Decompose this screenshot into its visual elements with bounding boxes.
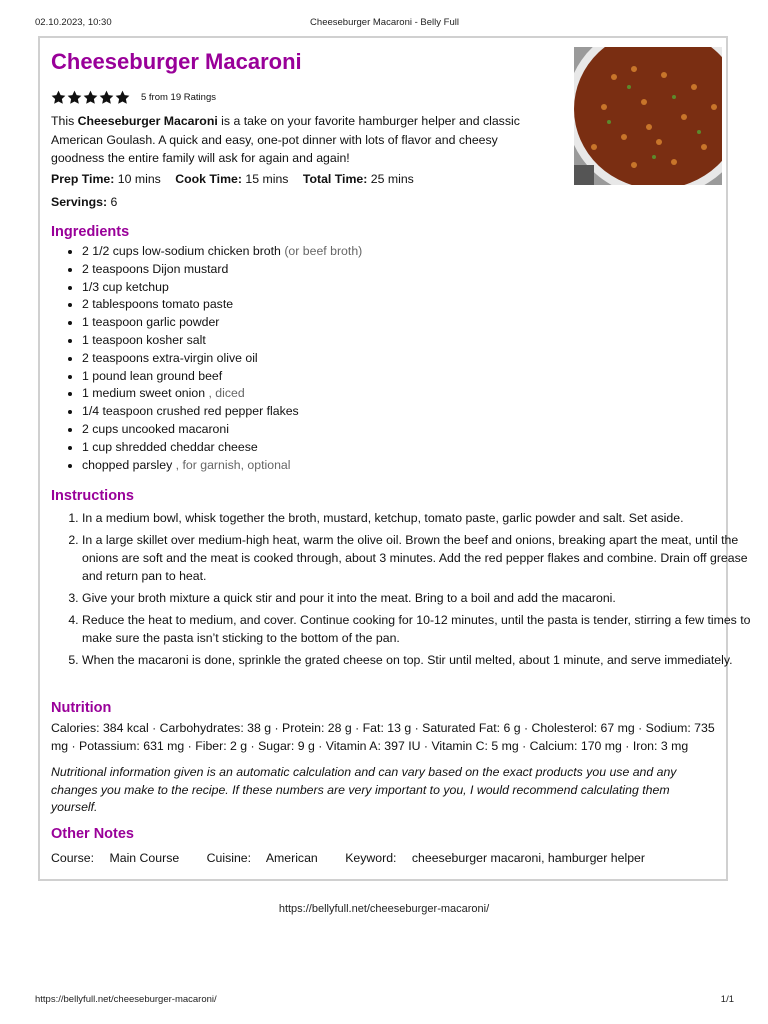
ingredient-item <box>82 439 362 457</box>
ingredient-item <box>82 332 362 350</box>
summary-text: This <box>51 114 78 128</box>
recipe-title: Cheeseburger Macaroni <box>51 49 302 74</box>
ingredient-text: 1 cup shredded cheddar cheese <box>82 439 258 454</box>
print-page-title: Cheeseburger Macaroni - Belly Full <box>310 17 459 28</box>
ingredient-item <box>82 279 362 297</box>
ingredients-heading: Ingredients <box>51 224 130 240</box>
ingredient-text: 1 medium sweet onion <box>82 386 209 401</box>
rating-text: 5 from 19 Ratings <box>141 92 216 103</box>
print-datetime: 02.10.2023, 10:30 <box>35 17 112 28</box>
cuisine-note <box>207 851 330 865</box>
ingredient-text: 1/3 cup ketchup <box>82 279 169 294</box>
nutrition-disclaimer: Nutritional information given is an automatic calculation and can vary based on the exact products you use and any changes you make to the recipe. If these numbers are very important to you, I would recommend calculating them yourself. <box>51 765 677 814</box>
instruction-step: 3. Give your broth mixture a quick stir and pour it into the meat. Bring to a boil and add the macaroni. <box>82 589 752 607</box>
star-icon <box>51 90 66 105</box>
star-icon <box>99 90 114 105</box>
ingredient-item <box>82 350 362 368</box>
instructions-heading: Instructions <box>51 488 134 504</box>
ingredient-item <box>82 403 362 421</box>
course-value: Main Course <box>109 851 180 865</box>
ingredient-text: 1 teaspoon garlic powder <box>82 315 220 330</box>
ingredient-item <box>82 457 362 475</box>
other-notes-heading: Other Notes <box>51 826 134 842</box>
star-icon <box>83 90 98 105</box>
prep-time-value: 10 mins <box>117 172 161 186</box>
ingredient-text: chopped parsley <box>82 457 176 472</box>
cuisine-label: Cuisine: <box>206 851 252 865</box>
ingredient-text: 2 cups uncooked macaroni <box>82 421 229 436</box>
course-label: Course: <box>51 851 95 865</box>
summary-text: is a take on your favorite hamburger helper and classic American Goulash. A quick and easy, one-pot dinner with lots of flavor and cheesy goodness the entire family will ask for again and again! <box>51 114 520 165</box>
ingredient-item <box>82 314 362 332</box>
source-link[interactable]: https://bellyfull.net/cheeseburger-macaroni/ <box>278 903 490 915</box>
other-notes <box>51 851 669 865</box>
instruction-step: 4. Reduce the heat to medium, and cover. Continue cooking for 10-12 minutes, until the pasta is tender, stirring a few times to make sure the pasta isn’t sticking to the bottom of the pan. <box>82 611 752 647</box>
cook-time-value: 15 mins <box>245 172 289 186</box>
keyword-label: Keyword: <box>345 851 397 865</box>
instruction-step: 1. In a medium bowl, whisk together the broth, mustard, ketchup, tomato paste, garlic powder and salt. Set aside. <box>82 509 752 527</box>
cook-time-label: Cook Time: <box>175 172 242 186</box>
instructions-list <box>52 509 752 673</box>
recipe-summary <box>51 112 541 168</box>
ingredient-item <box>82 368 362 386</box>
servings-value: 6 <box>110 195 118 209</box>
ingredient-item <box>82 421 362 439</box>
recipe-card <box>38 36 751 881</box>
total-time-value: 25 mins <box>370 172 414 186</box>
ingredient-text: 1 teaspoon kosher salt <box>82 332 206 347</box>
keyword-value: cheeseburger macaroni, hamburger helper <box>411 851 645 865</box>
star-icon <box>67 90 82 105</box>
ingredient-text: 2 1/2 cups low-sodium chicken broth <box>82 244 285 258</box>
star-icon <box>115 90 130 105</box>
ingredient-item <box>82 261 362 279</box>
summary-bold: Cheeseburger Macaroni <box>77 114 218 128</box>
ingredient-text: 2 teaspoons extra-virgin olive oil <box>82 350 258 365</box>
servings <box>51 195 117 209</box>
ingredient-text: 1 pound lean ground beef <box>82 368 223 383</box>
total-time-label: Total Time: <box>302 172 368 186</box>
page-number: 1/1 <box>720 994 734 1005</box>
servings-label: Servings: <box>51 195 108 209</box>
ingredient-text: 2 teaspoons Dijon mustard <box>82 261 229 276</box>
nutrition-heading: Nutrition <box>51 700 112 716</box>
ingredient-item <box>82 243 362 261</box>
ingredient-text: 1/4 teaspoon crushed red pepper flakes <box>82 404 299 419</box>
course-note <box>51 851 191 865</box>
instruction-step: 5. When the macaroni is done, sprinkle the grated cheese on top. Stir until melted, about 1 minute, and serve immediately. <box>82 651 752 669</box>
cuisine-value: American <box>265 851 318 865</box>
ingredient-note: (or beef broth) <box>284 244 363 258</box>
ingredient-text: 2 tablespoons tomato paste <box>82 297 234 312</box>
recipe-times <box>51 172 425 186</box>
recipe-photo <box>574 47 722 185</box>
ingredient-item <box>82 385 362 403</box>
ingredient-item <box>82 296 362 314</box>
keyword-note <box>345 851 657 865</box>
ingredient-note: , diced <box>208 386 245 401</box>
rating-stars <box>51 90 216 105</box>
nutrition-facts: Calories: 384 kcal · Carbohydrates: 38 g · Protein: 28 g · Fat: 13 g · Saturated Fat: 6 g · Cholesterol: 67 mg · Sodium: 735 mg · Potassium: 631 mg · Fiber: 2 g · Sugar: 9 g · Vitamin A: 397 IU · Vitamin C: 5 mg · Calcium: 170 mg · Iron: 3 mg <box>51 721 715 753</box>
ingredient-note: , for garnish, optional <box>175 457 291 472</box>
prep-time-label: Prep Time: <box>51 172 115 186</box>
instruction-step: 2. In a large skillet over medium-high heat, warm the olive oil. Brown the beef and onions, breaking apart the meat, until the onions are soft and the meat is cooked through, about 3 minutes. Add the red pepper flakes and combine. Drain off grease and return pan to heat. <box>82 531 752 585</box>
ingredients-list <box>52 243 362 474</box>
footer-url: https://bellyfull.net/cheeseburger-macaroni/ <box>35 994 217 1005</box>
print-footer <box>35 994 734 1005</box>
print-header <box>35 17 734 28</box>
